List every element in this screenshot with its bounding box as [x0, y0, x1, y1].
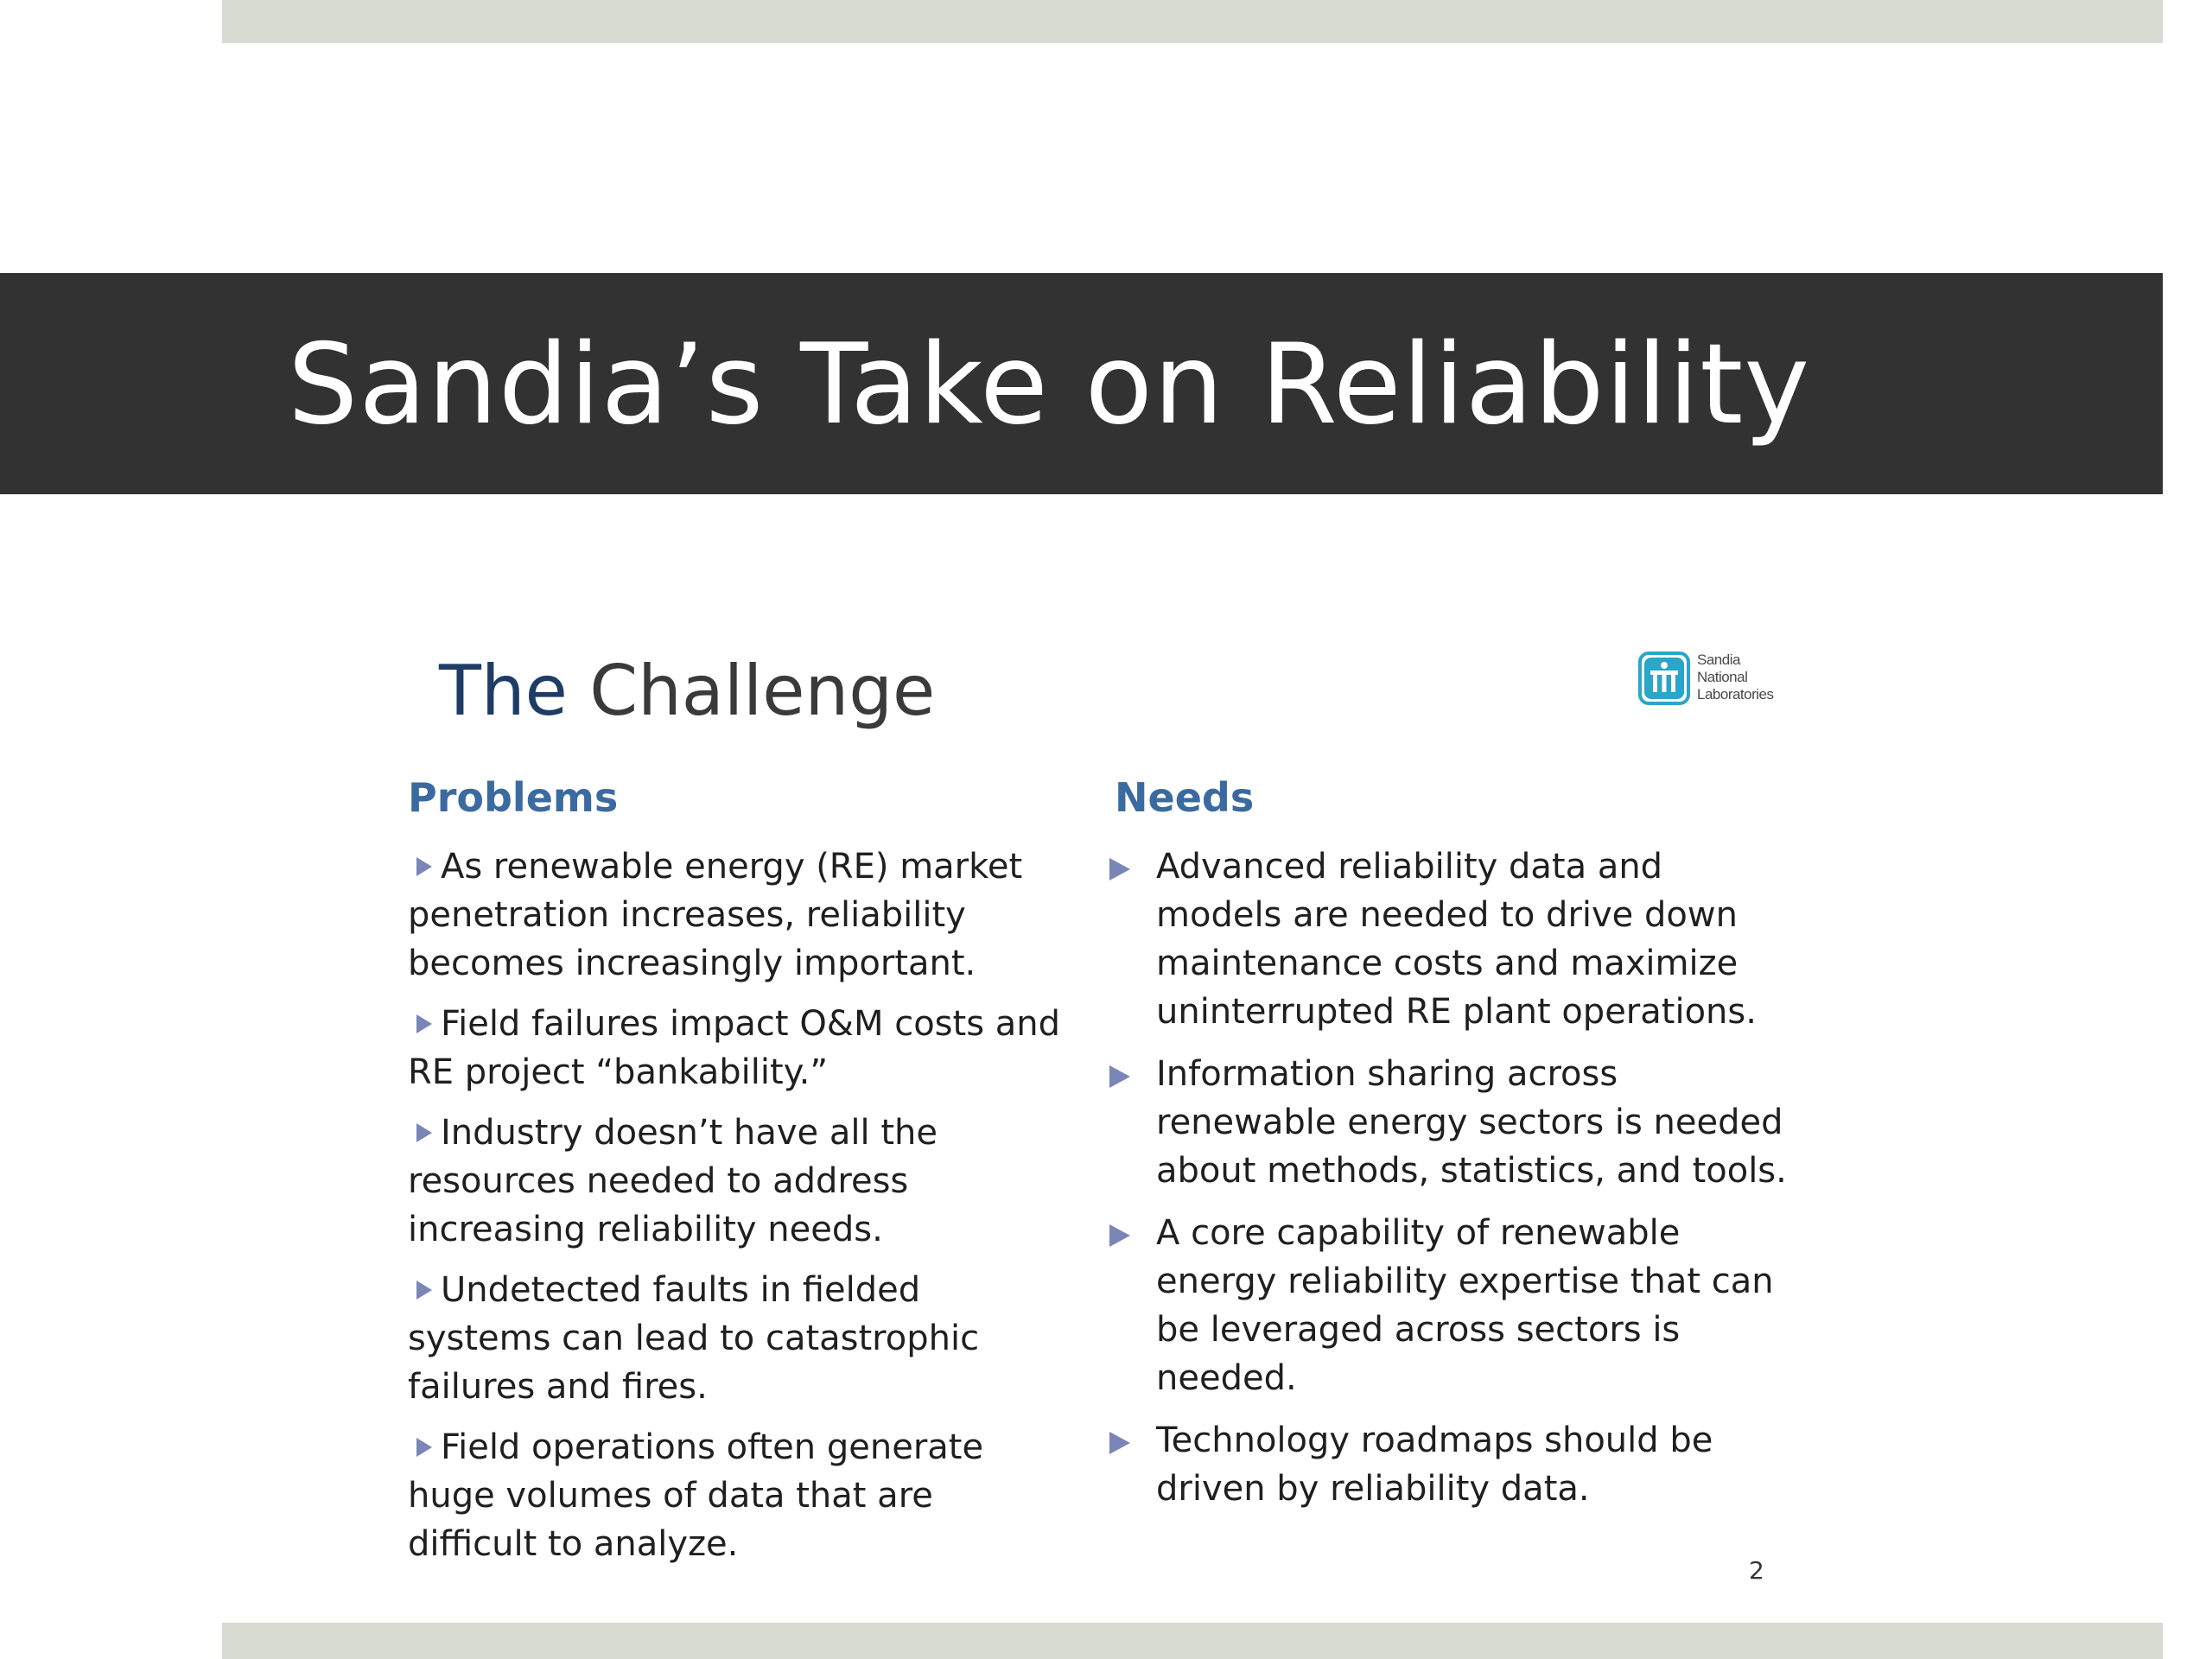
page-number: 2 — [1749, 1556, 1764, 1585]
need-item — [1106, 1050, 1789, 1195]
need-item — [1106, 1209, 1789, 1402]
triangle-bullet-icon — [416, 1123, 432, 1142]
page-title: Sandia’s Take on Reliability — [288, 321, 1811, 449]
problem-text: As renewable energy (RE) market penetration increases, reliability becomes increasingly important. — [408, 847, 1023, 983]
problems-list — [408, 842, 1065, 1580]
triangle-bullet-icon — [416, 1281, 432, 1300]
need-text: A core capability of renewable energy reliability expertise that can be leveraged across sectors is needed. — [1156, 1213, 1774, 1398]
triangle-bullet-icon — [416, 1014, 432, 1033]
slide-title-rest: Challenge — [567, 651, 936, 731]
logo-leg-right — [1671, 675, 1675, 692]
problem-item — [408, 1000, 1065, 1096]
logo-text: Sandia National Laboratories — [1697, 652, 1774, 702]
need-text: Advanced reliability data and models are needed to drive down maintenance costs and maximize uninterrupted RE plant operations. — [1156, 847, 1757, 1032]
logo-leg-center — [1662, 675, 1667, 692]
triangle-bullet-icon — [1109, 1224, 1130, 1247]
needs-heading: Needs — [1115, 774, 1255, 821]
slide-title-first: The — [439, 651, 568, 731]
need-item — [1106, 842, 1789, 1036]
needs-list — [1106, 842, 1789, 1527]
sandia-thunderbird-icon — [1638, 652, 1690, 705]
problem-text: Industry doesn’t have all the resources needed to address increasing reliability needs. — [408, 1113, 938, 1249]
logo-arms — [1650, 671, 1678, 675]
need-text: Technology roadmaps should be driven by reliability data. — [1156, 1421, 1713, 1509]
triangle-bullet-icon — [1109, 858, 1130, 880]
triangle-bullet-icon — [1109, 1065, 1130, 1088]
logo-head — [1661, 662, 1668, 669]
triangle-bullet-icon — [416, 1438, 432, 1457]
sandia-logo — [1638, 650, 1785, 710]
sandia-thunderbird-svg — [1642, 655, 1687, 702]
top-decor-band — [222, 0, 2163, 43]
logo-leg-left — [1653, 675, 1657, 692]
triangle-bullet-icon — [1109, 1432, 1130, 1454]
problem-text: Field operations often generate huge volumes of data that are difficult to analyze. — [408, 1427, 984, 1564]
bottom-decor-band — [222, 1623, 2163, 1659]
need-text: Information sharing across renewable energy sectors is needed about methods, statistics, and tools. — [1156, 1054, 1787, 1191]
problem-text: Field failures impact O&M costs and RE project “bankability.” — [408, 1004, 1061, 1092]
problem-text: Undetected faults in fielded systems can lead to catastrophic failures and fires. — [408, 1270, 980, 1407]
slide-title — [439, 650, 935, 733]
problem-item — [408, 842, 1065, 988]
problems-heading: Problems — [408, 774, 619, 821]
problem-item — [408, 1109, 1065, 1254]
problem-item — [408, 1423, 1065, 1568]
triangle-bullet-icon — [416, 857, 432, 876]
problem-item — [408, 1266, 1065, 1411]
need-item — [1106, 1416, 1789, 1513]
